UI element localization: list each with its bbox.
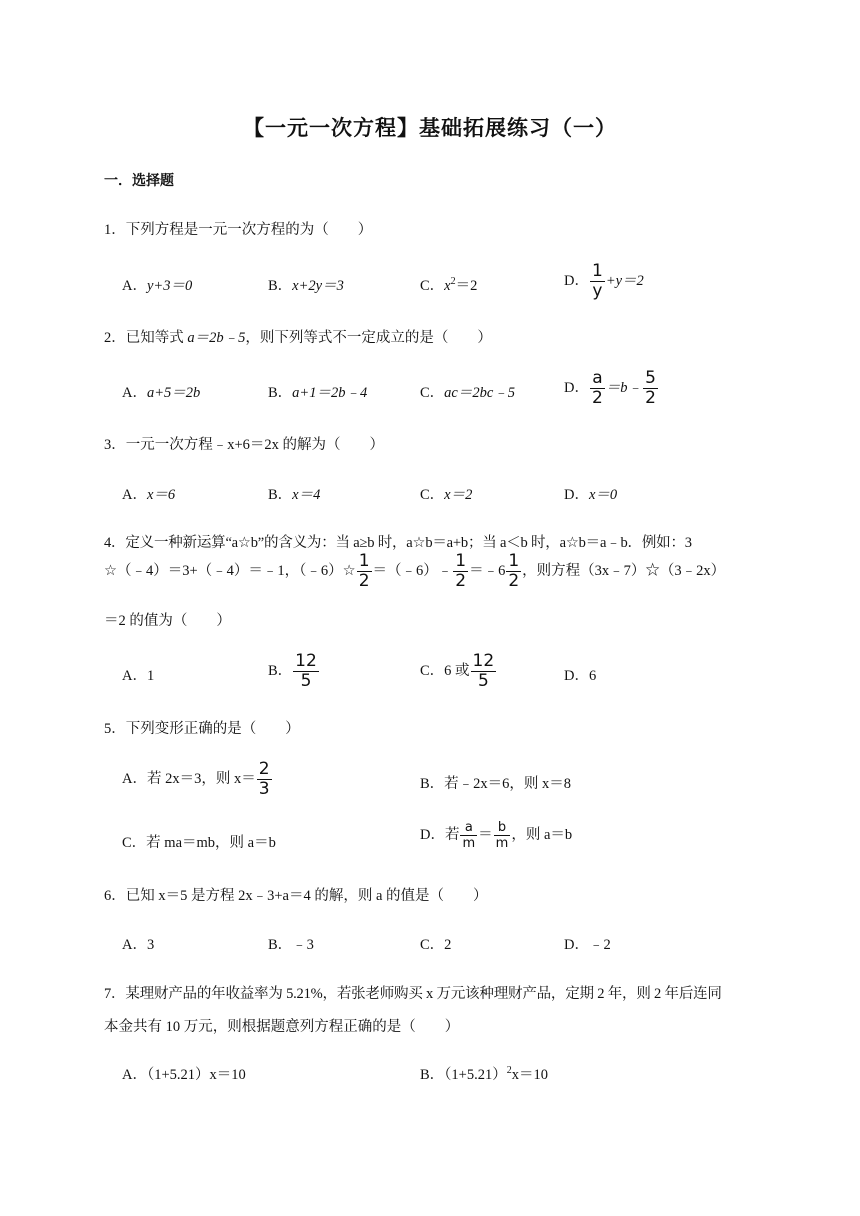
fraction-numerator: 12 bbox=[295, 651, 317, 671]
question-5-option-b[interactable] bbox=[420, 772, 571, 793]
question-1-option-d[interactable] bbox=[564, 263, 644, 300]
option-exponent: 2 bbox=[506, 1065, 512, 1077]
question-7-option-b[interactable] bbox=[420, 1063, 548, 1084]
question-7-option-a[interactable] bbox=[122, 1063, 246, 1084]
option-label: B． bbox=[420, 1067, 445, 1083]
option-text: （1+5.21）x＝10 bbox=[146, 1067, 246, 1083]
fraction-denominator: m bbox=[462, 836, 476, 851]
question-5-option-d[interactable] bbox=[420, 821, 572, 850]
fraction-numerator: a bbox=[460, 821, 477, 836]
option-text: a+1＝2b﹣4 bbox=[292, 385, 368, 401]
option-eq: ＝ bbox=[478, 826, 493, 843]
question-1-option-c[interactable] bbox=[420, 274, 477, 295]
question-3-option-c[interactable] bbox=[420, 483, 472, 504]
option-label: A． bbox=[122, 770, 147, 787]
question-1-option-a[interactable] bbox=[122, 274, 192, 295]
option-label: D． bbox=[564, 937, 589, 953]
option-base: x bbox=[444, 278, 451, 294]
question-2-stem bbox=[104, 326, 492, 347]
option-post: ，则 a＝b bbox=[511, 826, 573, 843]
option-text: ac＝2bc﹣5 bbox=[444, 385, 516, 401]
section-heading: 一．选择题 bbox=[104, 173, 174, 189]
option-label: B． bbox=[268, 937, 293, 953]
fraction-numerator: 1 bbox=[358, 551, 370, 571]
stem-text: 2．已知等式 bbox=[104, 330, 188, 346]
fraction-denominator: 2 bbox=[508, 571, 520, 591]
fraction-numerator: 5 bbox=[645, 368, 656, 388]
option-label: B． bbox=[268, 487, 293, 503]
question-4-option-b[interactable] bbox=[268, 653, 320, 690]
stem-text: ，则方程（3x﹣7）☆（3﹣2x） bbox=[522, 562, 726, 579]
page-title: 【一元一次方程】基础拓展练习（一） bbox=[243, 116, 617, 140]
option-label: C． bbox=[420, 487, 445, 503]
option-text: a+5＝2b bbox=[146, 385, 201, 401]
option-text: 若 ma＝mb，则 a＝b bbox=[146, 835, 276, 851]
option-label: C． bbox=[122, 835, 147, 851]
option-label: D． bbox=[564, 487, 589, 503]
option-label: B． bbox=[268, 278, 293, 294]
question-3-option-b[interactable] bbox=[268, 483, 320, 504]
option-label: D． bbox=[564, 272, 589, 289]
question-7-stem-line-1: 7．某理财产品的年收益率为 5.21%，若张老师购买 x 万元该种理财产品，定期 2 年，则 2 年后连同 bbox=[104, 986, 722, 1002]
option-pre: （1+5.21） bbox=[444, 1067, 507, 1083]
option-label: C． bbox=[420, 662, 445, 679]
question-6-stem: 6．已知 x＝5 是方程 2x﹣3+a＝4 的解，则 a 的值是（ ） bbox=[104, 888, 488, 904]
question-1-option-b[interactable] bbox=[268, 274, 344, 295]
option-rest: ＝2 bbox=[455, 278, 478, 294]
option-label: B． bbox=[268, 385, 293, 401]
fraction bbox=[590, 263, 605, 300]
fraction bbox=[471, 653, 497, 690]
question-1-stem: 1．下列方程是一元一次方程的为（ ） bbox=[104, 222, 373, 238]
question-7-stem-line-2: 本金共有 10 万元，则根据题意列方程正确的是（ ） bbox=[104, 1019, 460, 1035]
fraction-denominator: 5 bbox=[300, 671, 312, 691]
fraction-numerator: 12 bbox=[472, 651, 495, 671]
option-text: x＝6 bbox=[146, 487, 176, 503]
option-label: C． bbox=[420, 278, 445, 294]
fraction-denominator: y bbox=[592, 281, 603, 301]
question-6-option-b[interactable] bbox=[268, 933, 314, 954]
fraction-denominator: 2 bbox=[645, 388, 656, 408]
stem-text: ☆（﹣4）＝3+（﹣4）＝﹣1，（﹣6）☆ bbox=[104, 562, 356, 579]
question-5-stem: 5．下列变形正确的是（ ） bbox=[104, 721, 300, 737]
question-3-stem: 3．一元一次方程﹣x+6＝2x 的解为（ ） bbox=[104, 437, 385, 453]
option-label: B． bbox=[420, 776, 445, 792]
fraction bbox=[506, 553, 521, 590]
option-pre: 若 2x＝3，则 x＝ bbox=[146, 770, 256, 787]
question-3-option-d[interactable] bbox=[564, 483, 617, 504]
question-2-option-b[interactable] bbox=[268, 381, 367, 402]
option-text: x＝0 bbox=[588, 487, 618, 503]
stem-equation: a＝2b﹣5 bbox=[187, 330, 246, 346]
option-label: B． bbox=[268, 662, 293, 679]
option-text: x＝2 bbox=[444, 487, 473, 503]
question-4-stem-line-1: 4．定义一种新运算“a☆b”的含义为：当 a≥b 时，a☆b＝a+b；当 a＜b 时，a☆b＝a﹣b．例如：3 bbox=[104, 535, 692, 551]
option-rest: +y＝2 bbox=[605, 272, 644, 289]
question-3-option-a[interactable] bbox=[122, 483, 175, 504]
question-2-option-d[interactable] bbox=[564, 370, 659, 407]
fraction bbox=[453, 553, 468, 590]
question-4-stem-line-3: ＝2 的值为（ ） bbox=[104, 613, 231, 629]
option-pre: 若 bbox=[444, 826, 460, 843]
question-4-option-d[interactable] bbox=[564, 664, 596, 685]
option-text: 1 bbox=[146, 668, 155, 684]
question-4-option-a[interactable] bbox=[122, 664, 154, 685]
stem-text: ，则下列等式不一定成立的是（ ） bbox=[245, 330, 492, 346]
option-label: A． bbox=[122, 668, 147, 684]
option-label: A． bbox=[122, 937, 147, 953]
question-5-option-c[interactable] bbox=[122, 831, 276, 852]
option-text: ﹣3 bbox=[292, 937, 314, 953]
fraction bbox=[643, 370, 658, 407]
option-text: 3 bbox=[146, 937, 155, 953]
question-5-option-a[interactable] bbox=[122, 761, 273, 798]
option-label: D． bbox=[564, 379, 589, 396]
option-exponent: 2 bbox=[450, 276, 456, 288]
fraction bbox=[293, 653, 319, 690]
option-label: C． bbox=[420, 937, 445, 953]
option-label: D． bbox=[420, 826, 445, 843]
fraction-denominator: m bbox=[495, 836, 509, 851]
option-label: A． bbox=[122, 278, 147, 294]
option-text: 若﹣2x＝6，则 x＝8 bbox=[444, 776, 572, 792]
option-text: 2 bbox=[444, 937, 452, 953]
fraction-denominator: 5 bbox=[477, 671, 489, 691]
option-mid: ＝b﹣ bbox=[605, 379, 643, 396]
question-2-option-c[interactable] bbox=[420, 381, 515, 402]
fraction-numerator: b bbox=[494, 821, 511, 836]
question-6-option-d[interactable] bbox=[564, 933, 611, 954]
fraction-numerator: 1 bbox=[455, 551, 467, 571]
option-text: ﹣2 bbox=[588, 937, 611, 953]
option-text: y+3＝0 bbox=[146, 278, 193, 294]
fraction-numerator: 1 bbox=[508, 551, 520, 571]
option-label: A． bbox=[122, 1067, 147, 1083]
question-4-option-c[interactable] bbox=[420, 653, 497, 690]
fraction-denominator: 2 bbox=[455, 571, 467, 591]
fraction-denominator: 3 bbox=[258, 779, 270, 799]
fraction-numerator: 2 bbox=[258, 759, 270, 779]
question-6-option-a[interactable] bbox=[122, 933, 154, 954]
option-post: x＝10 bbox=[511, 1067, 548, 1083]
question-2-option-a[interactable] bbox=[122, 381, 200, 402]
fraction bbox=[357, 553, 372, 590]
fraction-numerator: 1 bbox=[591, 261, 603, 281]
option-pre: 6 或 bbox=[444, 662, 470, 679]
option-label: A． bbox=[122, 385, 147, 401]
fraction-numerator: a bbox=[590, 370, 605, 389]
option-label: D． bbox=[564, 668, 589, 684]
question-6-option-c[interactable] bbox=[420, 933, 451, 954]
fraction bbox=[460, 821, 477, 850]
option-label: A． bbox=[122, 487, 147, 503]
option-text: x+2y＝3 bbox=[292, 278, 344, 294]
fraction-denominator: 2 bbox=[591, 388, 603, 408]
fraction-denominator: 2 bbox=[358, 571, 370, 591]
option-text: x＝4 bbox=[292, 487, 321, 503]
stem-text: ＝（﹣6）﹣ bbox=[372, 562, 453, 579]
option-text: 6 bbox=[588, 668, 597, 684]
fraction bbox=[494, 821, 511, 850]
fraction bbox=[257, 761, 272, 798]
option-label: C． bbox=[420, 385, 445, 401]
question-4-stem-line-2 bbox=[104, 553, 725, 590]
fraction bbox=[590, 370, 605, 407]
stem-text: ＝﹣6 bbox=[469, 562, 506, 579]
